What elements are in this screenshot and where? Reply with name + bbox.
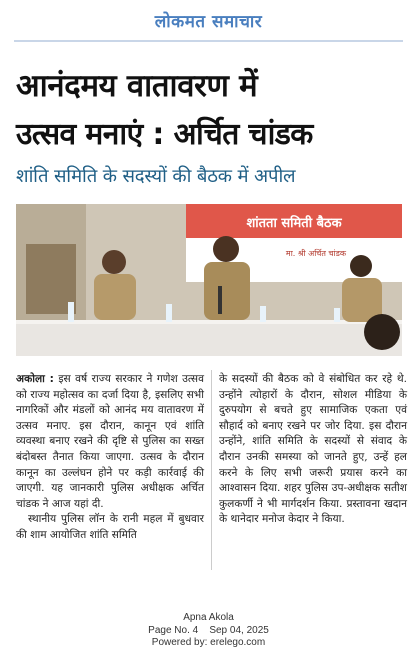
masthead-rule xyxy=(14,40,403,42)
masthead xyxy=(0,0,417,44)
column-1-paragraph-2: स्थानीय पुलिस लॉन के रानी महल में बुधवार की शाम आयोजित शांति समिति xyxy=(16,513,204,541)
banner-title: शांतता समिती बैठक xyxy=(246,216,342,231)
article-photo xyxy=(16,204,402,356)
column-1-paragraph-1: इस वर्ष राज्य सरकार ने गणेश उत्सव को राज्य महोत्सव का दर्जा दिया है, इसलिए सभी नागरिकों और मंडलों को आनंद मय वातावरण में उत्सव मनाए. इस दौरान, कानून एवं शांति व्यवस्था बनाए रखने की दृष्टि से पुलिस का सख्त बंदोबस्त तैनात किया जाएगा. उत्सव के दौरान कानून का उल्लंघन होने पर कड़ी कार्रवाई की जाएगी. यह जानकारी पुलिस अधीक्षक अर्चित चांडक ने आज यहां दी. xyxy=(16,373,204,510)
meeting-photo-illustration xyxy=(16,204,402,356)
footer-edition: Apna Akola xyxy=(183,612,234,623)
dateline: अकोला : xyxy=(16,373,54,385)
newspaper-logo: लोकमत समाचार xyxy=(154,12,263,32)
footer-page-date: Page No. 4 Sep 04, 2025 xyxy=(148,625,269,636)
banner-subtitle: मा. श्री अर्चित चांडक xyxy=(285,249,347,258)
column-2-paragraph: के सदस्यों की बैठक को वे संबोधित कर रहे थे. उन्होंने त्योहारों के दौरान, सोशल मीडिया के दुरुपयोग से बचते हुए सामाजिक एकता एवं सौहार्द को बनाए रखने पर जोर दिया. इस दौरान उन्होंने, शांति समिति के सदस्यों से संवाद के दौरान उनकी समस्या को जानते हुए, उन्हें हल करने के लिए सभी जरूरी प्रयास करने का आश्वासन दिया. शहर पुलिस उप-अधीक्षक सतीश कुलकर्णी ने भी मार्गदर्शन किया. प्रस्तावना खदान के थानेदार मनोज केदार ने किया. xyxy=(219,373,407,526)
headline-line-1: आनंदमय वातावरण में xyxy=(16,68,258,104)
article-column-1 xyxy=(16,372,204,544)
column-divider xyxy=(211,370,212,570)
subheadline: शांति समिति के सदस्यों की बैठक में अपील xyxy=(16,166,296,187)
footer-powered-by: Powered by: erelego.com xyxy=(151,637,266,648)
article-column-2 xyxy=(219,372,407,528)
headline-line-2: उत्सव मनाएं : अर्चित चांडक xyxy=(16,117,313,152)
